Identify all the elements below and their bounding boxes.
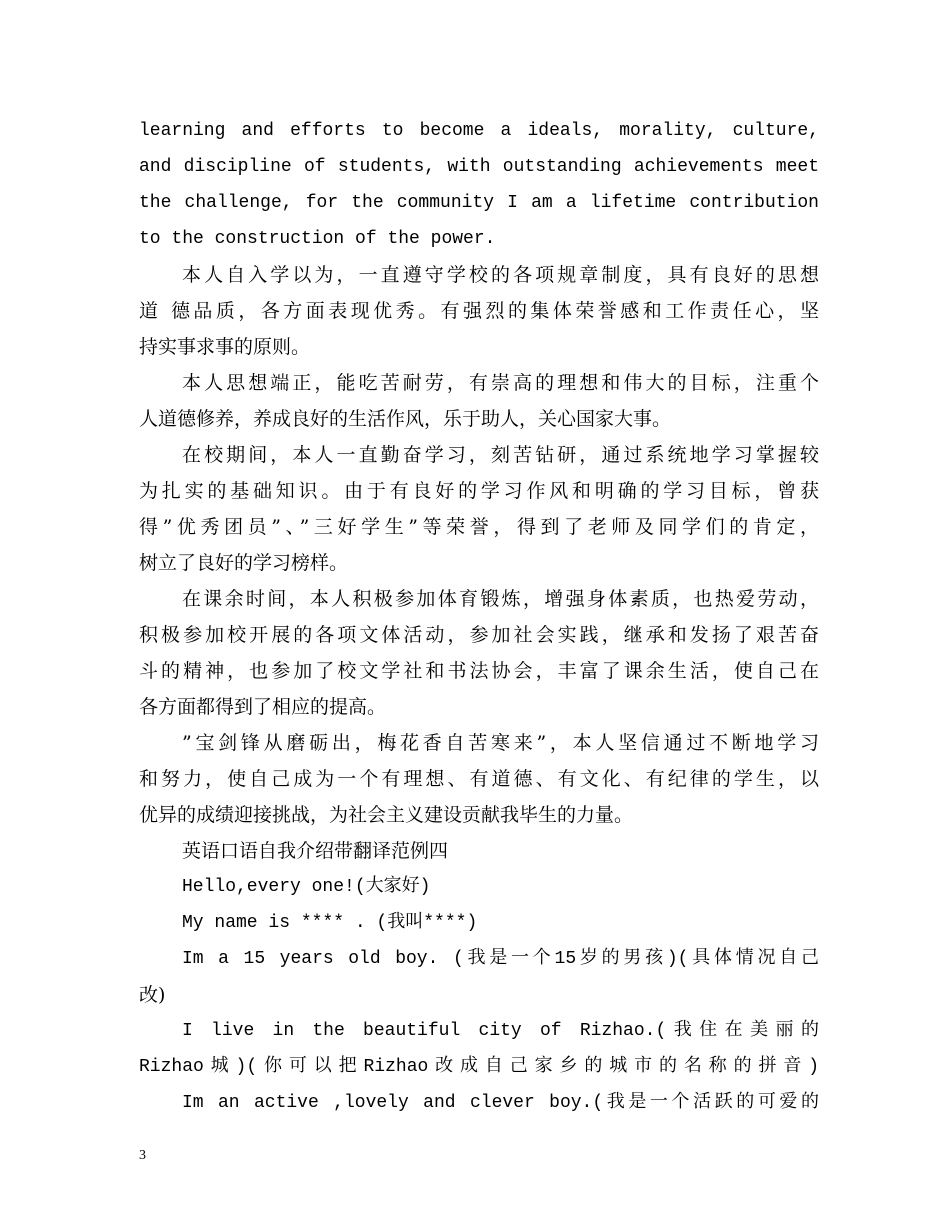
text-line: Rizhao城)(你可以把Rizhao改成自己家乡的城市的名称的拼音) (139, 1057, 819, 1077)
text-line: to the construction of the power. (139, 229, 496, 249)
text-line: Im a 15 years old boy. (我是一个15岁的男孩)(具体情况自己 (182, 949, 819, 969)
text-line: 和努力，使自己成为一个有理想、有道德、有文化、有纪律的学生，以 (139, 768, 819, 790)
text-line: 改) (139, 984, 166, 1006)
text-line: 优异的成绩迎接挑战，为社会主义建设贡献我毕生的力量。 (139, 804, 634, 826)
text-line: 斗的精神，也参加了校文学社和书法协会，丰富了课余生活，使自己在 (139, 660, 819, 682)
text-line: ”宝剑锋从磨砺出，梅花香自苦寒来”，本人坚信通过不断地学习 (182, 732, 819, 754)
page-number: 3 (139, 1148, 146, 1163)
text-line: the challenge, for the community I am a lifetime contribution (139, 193, 819, 213)
text-line: 树立了良好的学习榜样。 (139, 552, 349, 574)
text-line: 本人思想端正，能吃苦耐劳，有崇高的理想和伟大的目标，注重个 (182, 372, 819, 394)
text-line: 道 德品质，各方面表现优秀。有强烈的集体荣誉感和工作责任心，坚 (139, 300, 819, 322)
text-line: I live in the beautiful city of Rizhao.(我住在美丽的 (182, 1021, 819, 1041)
text-line: 持实事求事的原则。 (139, 336, 311, 358)
text-line: 本人自入学以为，一直遵守学校的各项规章制度，具有良好的思想 (182, 264, 819, 286)
text-line: 各方面都得到了相应的提高。 (139, 696, 387, 718)
text-line: and discipline of students, with outstanding achievements meet (139, 157, 819, 177)
text-line: My name is **** . (我叫****) (182, 913, 478, 933)
text-line: 积极参加校开展的各项文体活动，参加社会实践，继承和发扬了艰苦奋 (139, 624, 819, 646)
text-line: 在课余时间，本人积极参加体育锻炼，增强身体素质，也热爱劳动， (182, 588, 819, 610)
text-line: 人道德修养，养成良好的生活作风，乐于助人，关心国家大事。 (139, 408, 672, 430)
text-line: Hello,every one!(大家好) (182, 877, 431, 897)
text-line: Im an active ,lovely and clever boy.(我是一个活跃的可爱的 (182, 1093, 819, 1113)
text-line: 得”优秀团员”、”三好学生”等荣誉，得到了老师及同学们的肯定， (139, 516, 819, 538)
text-line: 为扎实的基础知识。由于有良好的学习作风和明确的学习目标，曾获 (139, 480, 819, 502)
text-line: 在校期间，本人一直勤奋学习，刻苦钻研，通过系统地学习掌握较 (182, 444, 819, 466)
section-heading: 英语口语自我介绍带翻译范例四 (182, 840, 449, 862)
text-line: learning and efforts to become a ideals, morality, culture, (139, 121, 819, 141)
